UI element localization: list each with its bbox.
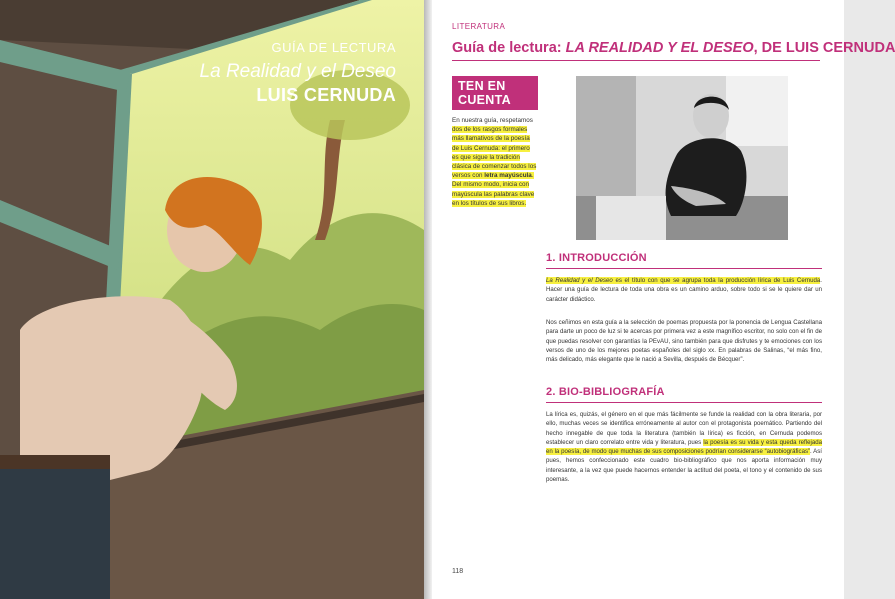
cover-kicker: GUÍA DE LECTURA bbox=[271, 40, 396, 55]
intro-highlight bbox=[546, 277, 820, 284]
bio-text-rest: . Así pues, hemos confeccionado este cuadro bio-bibliográfico que nos aporta información muy interesante, a la vez que puede hacernos entender la actitud del poeta, el tono y el contenido de sus poemas. bbox=[546, 448, 822, 484]
intro-text-rest: . Hacer una guía de lectura de toda una obra es un camino arduo, sobre todo si se le quiere dar un carácter didáctico. bbox=[546, 277, 822, 303]
callout-highlight bbox=[452, 126, 536, 207]
bio-rule bbox=[546, 402, 822, 403]
section-tag: LITERATURA bbox=[452, 22, 506, 31]
bio-text-a: La lírica es, quizás, el género en el que más fácilmente se funde la realidad con la obra literaria, por ello, muchas veces se identifica erróneamente al autor con el protagonista poemático. Partiendo del hecho innegable de que toda la literatura (también la lírica) es ficción, en Cernuda podemos establecer un claro correlato entre vida y literatura, pues bbox=[546, 411, 822, 446]
cover-subtitle: La Realidad y el Deseo bbox=[199, 61, 396, 82]
intro-italic-title: La Realidad y el Deseo bbox=[546, 277, 613, 284]
title-suffix: , DE LUIS CERNUDA bbox=[753, 40, 895, 56]
cover-title-block bbox=[200, 40, 396, 106]
callout-heading: TEN EN CUENTA bbox=[452, 76, 538, 110]
cover-page bbox=[0, 0, 424, 599]
page-title bbox=[452, 40, 895, 56]
callout-text-c: . Del mismo modo, inicia con mayúscula las palabras clave en los títulos de sus libros. bbox=[452, 172, 535, 207]
author-photo bbox=[576, 76, 788, 240]
callout-box bbox=[452, 76, 538, 208]
cover-author: LUIS CERNUDA bbox=[256, 85, 396, 105]
content-page bbox=[432, 0, 895, 599]
book-spine bbox=[424, 0, 432, 599]
callout-text-a: En nuestra guía, respetamos bbox=[452, 117, 533, 124]
page-number: 118 bbox=[452, 568, 464, 575]
intro-highlight-text: es el título con que se agrupa toda la producción lírica de Luis Cernuda bbox=[612, 277, 821, 284]
title-rule bbox=[452, 60, 820, 61]
title-prefix: Guía de lectura: bbox=[452, 40, 566, 56]
intro-paragraph-1 bbox=[546, 276, 822, 304]
title-italic: LA REALIDAD Y EL DESEO bbox=[565, 40, 754, 56]
bio-highlight: la poesía es su vida y esta queda reflejada en la poesía, de modo que muchas de sus composiciones podrían considerarse “autobiográficas” bbox=[546, 438, 822, 456]
intro-heading: 1. INTRODUCCIÓN bbox=[546, 252, 647, 264]
bio-heading: 2. BIO-BIBLIOGRAFÍA bbox=[546, 386, 665, 398]
bio-paragraph bbox=[546, 410, 822, 484]
intro-paragraph-2: Nos ceñimos en esta guía a la selección de poemas propuesta por la ponencia de Lengua Castellana para darte un poco de luz si te acercas por primera vez a este magnífico escritor, no solo con el fin de que puedas resolver con garantías la PEvAU, sino también para que disfrutes y te emociones con los versos de uno de los mejores poetas españoles del siglo xx. En palabras de Salinas, “el más fino, más delicado, más elegante que le nació a Sevilla, después de Bécquer”. bbox=[546, 319, 822, 364]
callout-text bbox=[452, 116, 538, 208]
callout-text-b: dos de los rasgos formales más llamativos de la poesía de Luis Cernuda: el primero es que sigue la tradición clásica de comenzar todos los versos con bbox=[452, 126, 537, 180]
callout-bold: letra mayúscula bbox=[484, 172, 532, 180]
intro-rule bbox=[546, 268, 822, 269]
